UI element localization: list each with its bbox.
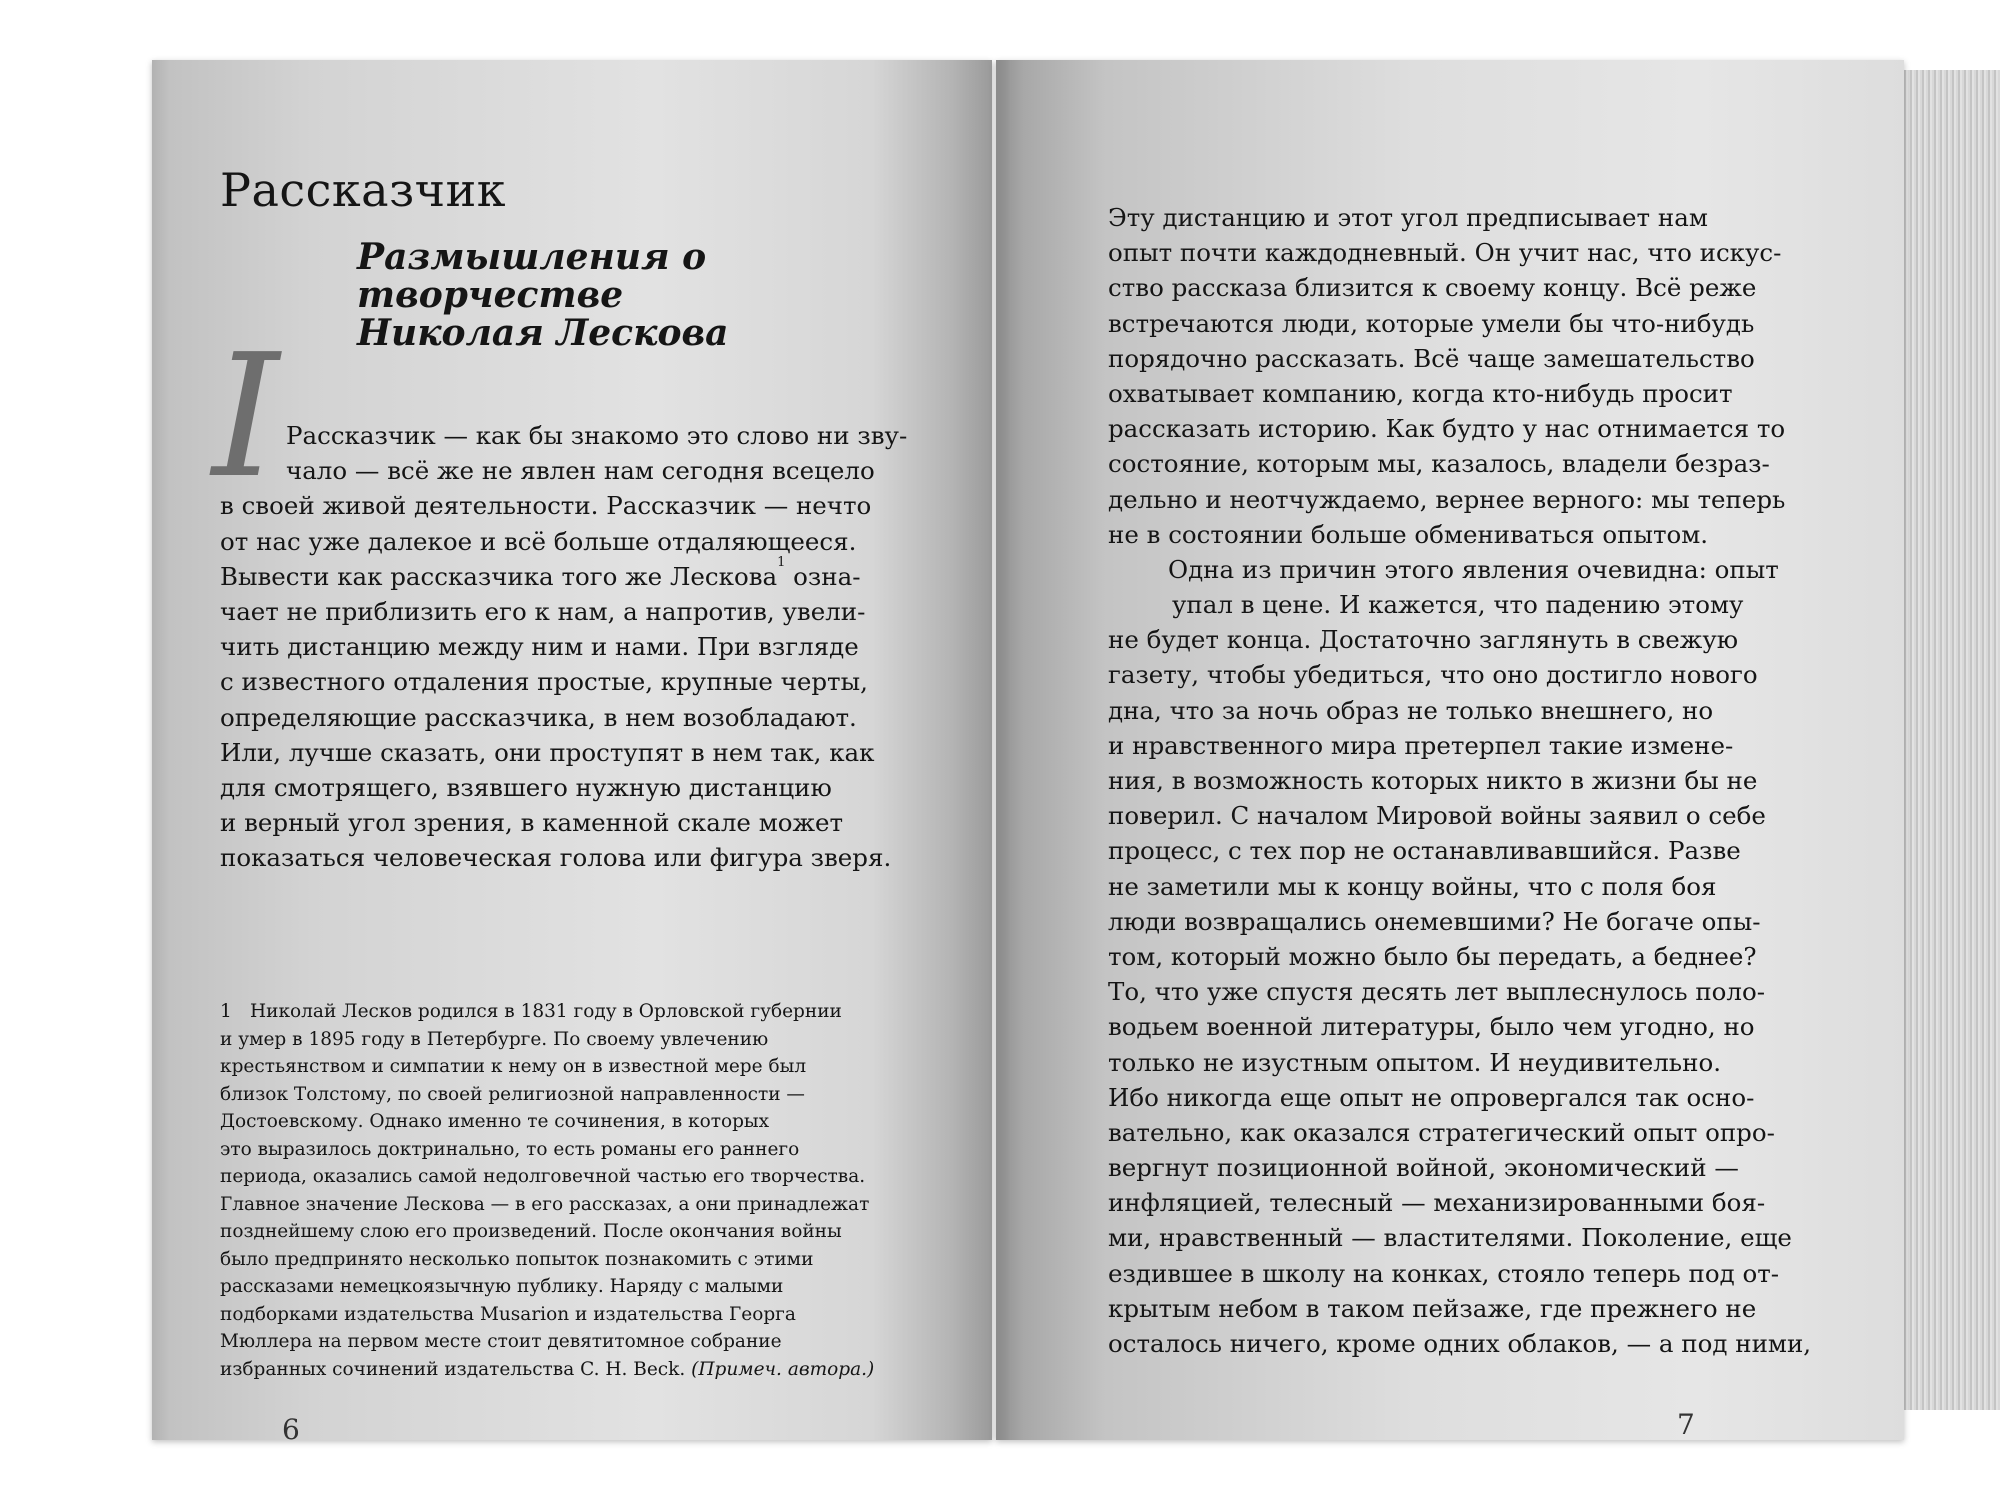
text-line: Рассказчик — как бы знакомо это слово ни зву- [286, 421, 908, 450]
footnote-line: крестьянством и симпатии к нему он в известной мере был [220, 1056, 807, 1077]
text-line: том, который можно было бы передать, а беднее? [1108, 941, 1757, 971]
text-line: чить дистанцию между ним и нами. При взгляде [220, 632, 859, 662]
open-book [152, 60, 1862, 1446]
text-line: люди возвращались онемевшими? Не богаче опы- [1108, 906, 1761, 936]
footnote-line: Главное значение Лескова — в его рассказах, а они принадлежат [220, 1193, 870, 1215]
footnote-line [220, 1356, 874, 1384]
text-line: крытым небом в таком пейзаже, где прежнего не [1108, 1293, 1757, 1323]
text-line: Или, лучше сказать, они проступят в нем так, как [220, 737, 875, 767]
spine-shadow [996, 60, 1010, 1440]
text-line: То, что уже спустя десять лет выплеснулось поло- [1108, 977, 1766, 1007]
text-line: встречаются люди, которые умели бы что-нибудь [1108, 308, 1755, 338]
text-line: чает не приблизить его к нам, а напротив, увели- [220, 596, 866, 626]
text-line: чало — всё же не явлен нам сегодня всецело [286, 456, 875, 486]
page-number: 6 [282, 1413, 300, 1446]
footnote-number: 1 [220, 1001, 232, 1022]
page-number: 7 [1677, 1408, 1695, 1441]
footnote-line: это выразилось доктринально, то есть романы его раннего [220, 1138, 800, 1160]
text-line: охватывает компанию, когда кто-нибудь просит [1108, 378, 1733, 408]
text-line: рассказать историю. Как будто у нас отнимается то [1108, 414, 1786, 444]
text-line: показаться человеческая голова или фигура зверя. [220, 843, 892, 873]
text-line: процесс, с тех пор не останавливавшийся. Разве [1108, 836, 1741, 866]
text-line: Ибо никогда еще опыт не опровергался так осно- [1108, 1082, 1755, 1112]
text-line: водьем военной литературы, было чем угодно, но [1108, 1012, 1755, 1042]
text-line: вергнут позиционной войной, экономический — [1108, 1153, 1739, 1183]
text-line: порядочно рассказать. Всё чаще замешательство [1108, 343, 1755, 373]
footnote-line: Мюллера на первом месте стоит девятитомное собрание [220, 1331, 782, 1352]
text-line: для смотрящего, взявшего нужную дистанцию [220, 772, 832, 802]
text-line: состояние, которым мы, казалось, владели безраз- [1108, 449, 1770, 479]
chapter-title: Рассказчик [220, 163, 506, 217]
footnote-line: периода, оказались самой недолговечной частью его творчества. [220, 1166, 866, 1187]
footnote-line: было предпринято несколько попыток познакомить с этими [220, 1248, 814, 1270]
footnote-line: подборками издательства Musarion и издательства Георга [220, 1303, 796, 1325]
chapter-subtitle [357, 238, 957, 352]
text-line: ездившее в школу на конках, стояло теперь под от- [1108, 1258, 1780, 1288]
footnote-line: и умер в 1895 году в Петербурге. По своему увлечению [220, 1028, 769, 1050]
footnote-line [220, 998, 874, 1026]
text-line: определяющие рассказчика, в нем возобладают. [220, 702, 857, 732]
footnote-line: рассказами немецкоязычную публику. Наряду с малыми [220, 1276, 784, 1297]
text-line-paragraph-start: Одна из причин этого явления очевидна: опыт [1168, 554, 1779, 584]
text-line: осталось ничего, кроме одних облаков, — а под ними, [1108, 1329, 1812, 1358]
footnote-line: позднейшему слою его произведений. После окончания войны [220, 1221, 842, 1242]
footnote-reference[interactable]: 1 [777, 554, 786, 570]
text-line: ния, в возможность которых никто в жизни бы не [1108, 766, 1758, 795]
text-line: только не изустным опытом. И неудивительно. [1108, 1047, 1722, 1077]
left-page [152, 60, 992, 1446]
text-line: дельно и неотчуждаемо, вернее верного: мы теперь [1108, 484, 1786, 514]
footnote-text: Николай Лесков родился в 1831 году в Орловской губернии [250, 1001, 842, 1022]
footnote-line: близок Толстому, по своей религиозной направленности — [220, 1083, 805, 1105]
text-line: упал в цене. И кажется, что падению этому [1172, 590, 1744, 620]
text-line: не будет конца. Достаточно заглянуть в свежую [1108, 625, 1739, 655]
subtitle-line: Размышления о творчестве [357, 236, 707, 316]
text-line: инфляцией, телесный — механизированными боя- [1108, 1188, 1766, 1218]
text-line: и верный угол зрения, в каменной скале может [220, 808, 844, 838]
text-line: дна, что за ночь образ не только внешнего, но [1108, 695, 1714, 725]
text-line: ми, нравственный — властителями. Поколение, еще [1108, 1223, 1792, 1253]
text-segment: озна- [785, 561, 861, 591]
text-line: в своей живой деятельности. Рассказчик — нечто [220, 491, 872, 521]
footnote-line: Достоевскому. Однако именно те сочинения, в которых [220, 1111, 770, 1132]
left-body-text [220, 418, 907, 875]
subtitle-line: Николая Лескова [357, 312, 729, 354]
text-line: Эту дистанцию и этот угол предписывает нам [1108, 203, 1708, 232]
text-line: с известного отдаления простые, крупные черты, [220, 667, 868, 697]
text-line: ство рассказа близится к своему концу. Всё реже [1108, 273, 1757, 303]
text-line: от нас уже далекое и всё больше отдаляющееся. [220, 526, 857, 556]
author-note: (Примеч. автора.) [691, 1358, 875, 1380]
text-line-with-footnote-ref [220, 554, 907, 594]
drop-cap: I [212, 318, 280, 516]
text-line: поверил. С началом Мировой войны заявил о себе [1108, 801, 1766, 831]
text-line: не заметили мы к концу войны, что с поля боя [1108, 871, 1717, 901]
right-body-text [1108, 200, 1811, 1361]
footnote-text: избранных сочинений издательства C. H. Beck. [220, 1358, 686, 1380]
footnote [220, 998, 874, 1383]
text-line: не в состоянии больше обмениваться опытом. [1108, 519, 1709, 549]
text-line: газету, чтобы убедиться, что оно достигло нового [1108, 660, 1758, 690]
text-line: вательно, как оказался стратегический опыт опро- [1108, 1117, 1775, 1147]
text-line: и нравственного мира претерпел такие измене- [1108, 730, 1734, 760]
text-line: опыт почти каждодневный. Он учит нас, что искус- [1108, 238, 1782, 268]
text-segment: Вывести как рассказчика того же Лескова [220, 561, 778, 591]
page-edges [1902, 70, 2000, 1410]
